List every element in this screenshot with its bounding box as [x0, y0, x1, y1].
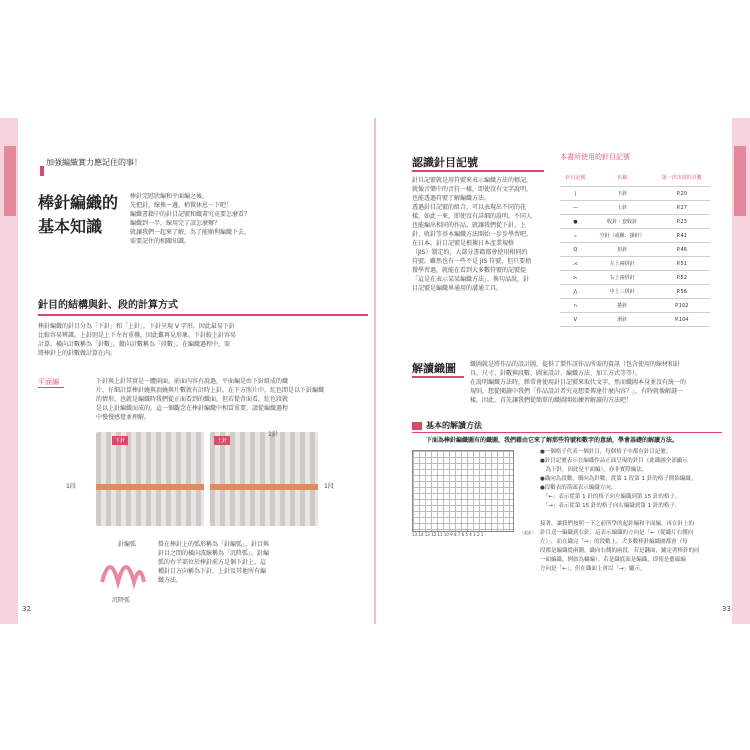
knit-photo	[96, 432, 204, 526]
kicker-text: 加強編織實力應記住的事！	[46, 158, 142, 167]
purl-photo-stripe	[210, 484, 318, 490]
table-row	[560, 299, 710, 313]
table-row	[560, 271, 710, 285]
table-row	[560, 313, 710, 327]
sub-lead: 下面為棒針編織圖有的織圖，我們藉由它來了解那些符號和數字的意涵，學會基礎的解讀方法。	[426, 437, 679, 444]
page-cell: P.41	[654, 229, 710, 243]
symbol-cell: —	[560, 201, 591, 215]
right-side-tab	[734, 146, 746, 216]
chart-direction-body: 接著，讓我們按照一下之前所學的起針編和平面編，再在針上的 針目送一編織到右針，這表示編織的方向是「←（從織片右側向 左）」，而在織完「→」的段數上，大多數棒針編織圖都會（每 段都是編織從兩側，織向右側的兩段，若是翻面，鋪定著棒針的同 一面編織，例如為輪編）。若是織底面是編織，即使是藝廊編 方向是「←」，但在織面上會以「→」顯示。	[540, 521, 700, 572]
table-row	[560, 187, 710, 201]
page-number-right: 33	[722, 605, 731, 613]
table-row	[560, 215, 710, 229]
symbol-cell: Q	[560, 243, 591, 257]
name-cell: 上針	[591, 201, 654, 215]
table-row	[560, 257, 710, 271]
purl-photo	[210, 432, 318, 526]
sub-title-underline	[412, 432, 722, 433]
loop-diagram	[100, 552, 146, 592]
table-header: 名稱	[591, 168, 654, 187]
page-cell: P.104	[654, 313, 710, 327]
row-count-label-right: 1段	[324, 483, 334, 490]
section-underline	[38, 314, 368, 316]
name-cell: 右上兩併針	[591, 271, 654, 285]
table-row	[560, 243, 710, 257]
name-cell: 空針（或稱：掛針）	[591, 229, 654, 243]
row-count-label-left: 1段	[66, 483, 76, 490]
table-header: 針目記號	[560, 168, 591, 187]
stitch-symbols-body: 針目記號就是用符號來表示編織方法的標記， 就像音樂中的音符一樣，即使沒有文字說明， 也能透過符號了解編織方法。 透過針目記號的組合，可以表現出不同的花 樣，如此一來，即使沒有詳細的說明，不同人 也能編出相同的作品。就讓我們從下針、上 針、收針等基本編織方法開始一步步學習吧。 在日本，針目記號是根據日本產業規格 （JIS）制定的，大部分書籍都會使用相同的 符號。雖然也有一些不是 JIS 符號，但只要稍 微學習過，就能在看到大多數符號的記號提 「這是在表示某某編織方法」。換句話說，針 目記號是編織界通用的溝通工具。	[412, 177, 533, 292]
title-stitch-symbols-underline	[412, 170, 544, 172]
left-side-tab	[4, 146, 16, 216]
page-cell: P.20	[654, 187, 710, 201]
page-cell: P.52	[654, 271, 710, 285]
knitting-chart-grid	[412, 450, 514, 532]
chart-cast-on-label: （起針）	[520, 530, 536, 535]
symbol-cell: |	[560, 187, 591, 201]
page-cell: P.27	[654, 201, 710, 215]
table-row	[560, 201, 710, 215]
main-title-line2: 基本知識	[38, 217, 103, 236]
sub-title-mark	[412, 422, 422, 430]
name-cell: 左上兩併針	[591, 257, 654, 271]
symbol-cell: ⋌	[560, 257, 591, 271]
name-cell: 下針	[591, 187, 654, 201]
table-row	[560, 285, 710, 299]
table-row	[560, 229, 710, 243]
page-cell: P.51	[654, 257, 710, 271]
stitch-count-label: 1針	[268, 431, 278, 438]
sub-label-underline	[38, 387, 64, 388]
table-title: 本書所使用的針目記號	[560, 153, 630, 161]
sinker-loop-caption: 沉降弧	[112, 597, 131, 604]
symbol-cell: ℴ	[560, 229, 591, 243]
intro-text: 棒針完慰狀編和平面編之後， 先把針，線換一邊，稍微休息一下吧！ 編織書籍中的針目記號和織畫究竟要怎麼看？ 編織到一半，線用完了該怎麼辦？ 就讓我們一起來了解，為了能順利編織下去， 需要記住的相關知識。	[130, 193, 251, 245]
sub-title-basic-reading: 基本的解讀方法	[426, 421, 482, 430]
sub-label-plain-knit: 平面編	[38, 378, 59, 386]
title-reading-charts: 解讀織圖	[412, 362, 456, 375]
name-cell: 中上三併針	[591, 285, 654, 299]
loop-body: 掛在棒針上的弧形稱為「針編弧」，針目與 針目之間的橫向波線稱為「沉降弧」。針編 弧的右半部位於棒針前方是個下針上，這 種針目方向稱為下針，上針及其他所有編 織方法。	[158, 541, 270, 584]
section-body: 棒針編織的針目分為「下針」和「上針」。下針呈現 V 字形，因此最易下針 比較容易辨識。上針則是上下左右重疊，因此難再見形象。下針較上針容易 計算。橫向計數稱為「針數」，縱向計數稱為「段數」。在編織過程中，需 將棒針上的針數做計算在內。	[38, 323, 237, 357]
name-cell: 滑針	[591, 313, 654, 327]
loop-diagram-svg	[100, 552, 146, 592]
stitch-symbol-table	[560, 168, 710, 327]
page-cell: P.46	[654, 243, 710, 257]
symbol-cell: V	[560, 313, 591, 327]
chart-explanation-list: ●一個格子代表一個針目，每個格子中都有針目記號。 ●針目記號表示在編織作品正面呈現的針目（此織圖全部顯示 為下針，因此是平面編），亦非實際編法。 ●織向為段數，橫向為針數，從第 1 段第 1 針的格子開始編織。 ●段數表的箭頭表示編織方向。 「←」表示從第 1 針的格子向左編織到第 15 針的格子。 「→」表示從第 15 針的格子向右編織到第 1 針的格子。	[540, 449, 697, 509]
main-title-line1: 棒針編織的	[38, 193, 119, 212]
table-header: 第一次出現的頁數	[654, 168, 710, 187]
kicker-mark	[40, 166, 44, 176]
name-cell: 收針・套收針	[591, 215, 654, 229]
page-cell: P.56	[654, 285, 710, 299]
reading-charts-body: 織圖就是將作品的設計圖，提供了製作該作品所需的資訊（包含使用的線材和針 具、尺寸、針數與段數、圖案設計、編織方法、加工方式等等）。 在說明編織方法時，經常會使用針目記號來取代文字，然而織圖本身並沒有統一的 規則，想從閱讀中我們「作品設計者究竟想要傳達什麼內容？」，有時就像解謎一 樣。因此，首先讓我們從簡單的織圖開始練習解讀的方法吧！	[470, 361, 687, 404]
book-gutter	[374, 118, 376, 624]
chart-stitch-numbers: 13 14 13 12 11 10 9 8 7 6 5 4 3 2 1	[412, 532, 484, 537]
page-number-left: 32	[22, 605, 31, 613]
page-cell: P.102	[654, 299, 710, 313]
symbol-cell: ●	[560, 215, 591, 229]
symbol-cell: ∩	[560, 299, 591, 313]
needle-loop-caption: 針編弧	[118, 541, 137, 548]
purl-photo-tag: 上針	[214, 436, 230, 445]
symbol-cell: ⋋	[560, 271, 591, 285]
symbol-cell: ⋀	[560, 285, 591, 299]
title-reading-charts-underline	[412, 376, 464, 378]
title-stitch-symbols: 認識針目記號	[412, 156, 478, 169]
name-cell: 扭針	[591, 243, 654, 257]
section-title: 針目的結構與針、段的計算方式	[38, 300, 178, 311]
knit-photo-stripe	[96, 484, 204, 490]
plain-knit-body: 下針與上針其實是一體兩面。前面內容有說過，平面編是由下針組成的織 片，仔細計算棒針繞與頂繞與片數就有計時上針。在下方照片中，紅色間是以下針編織 的情形，也就是編織時我們從正面看到的織面。但若從背面看，紅色段就 是以上針編織而成的。這一個觀念在棒針編織中相當重要，請從編織過程 中慢慢感覺並理解。	[96, 378, 325, 421]
page-cell: P.23	[654, 215, 710, 229]
knit-photo-tag: 下針	[112, 436, 128, 445]
name-cell: 捲針	[591, 299, 654, 313]
table-header-row	[560, 168, 710, 187]
